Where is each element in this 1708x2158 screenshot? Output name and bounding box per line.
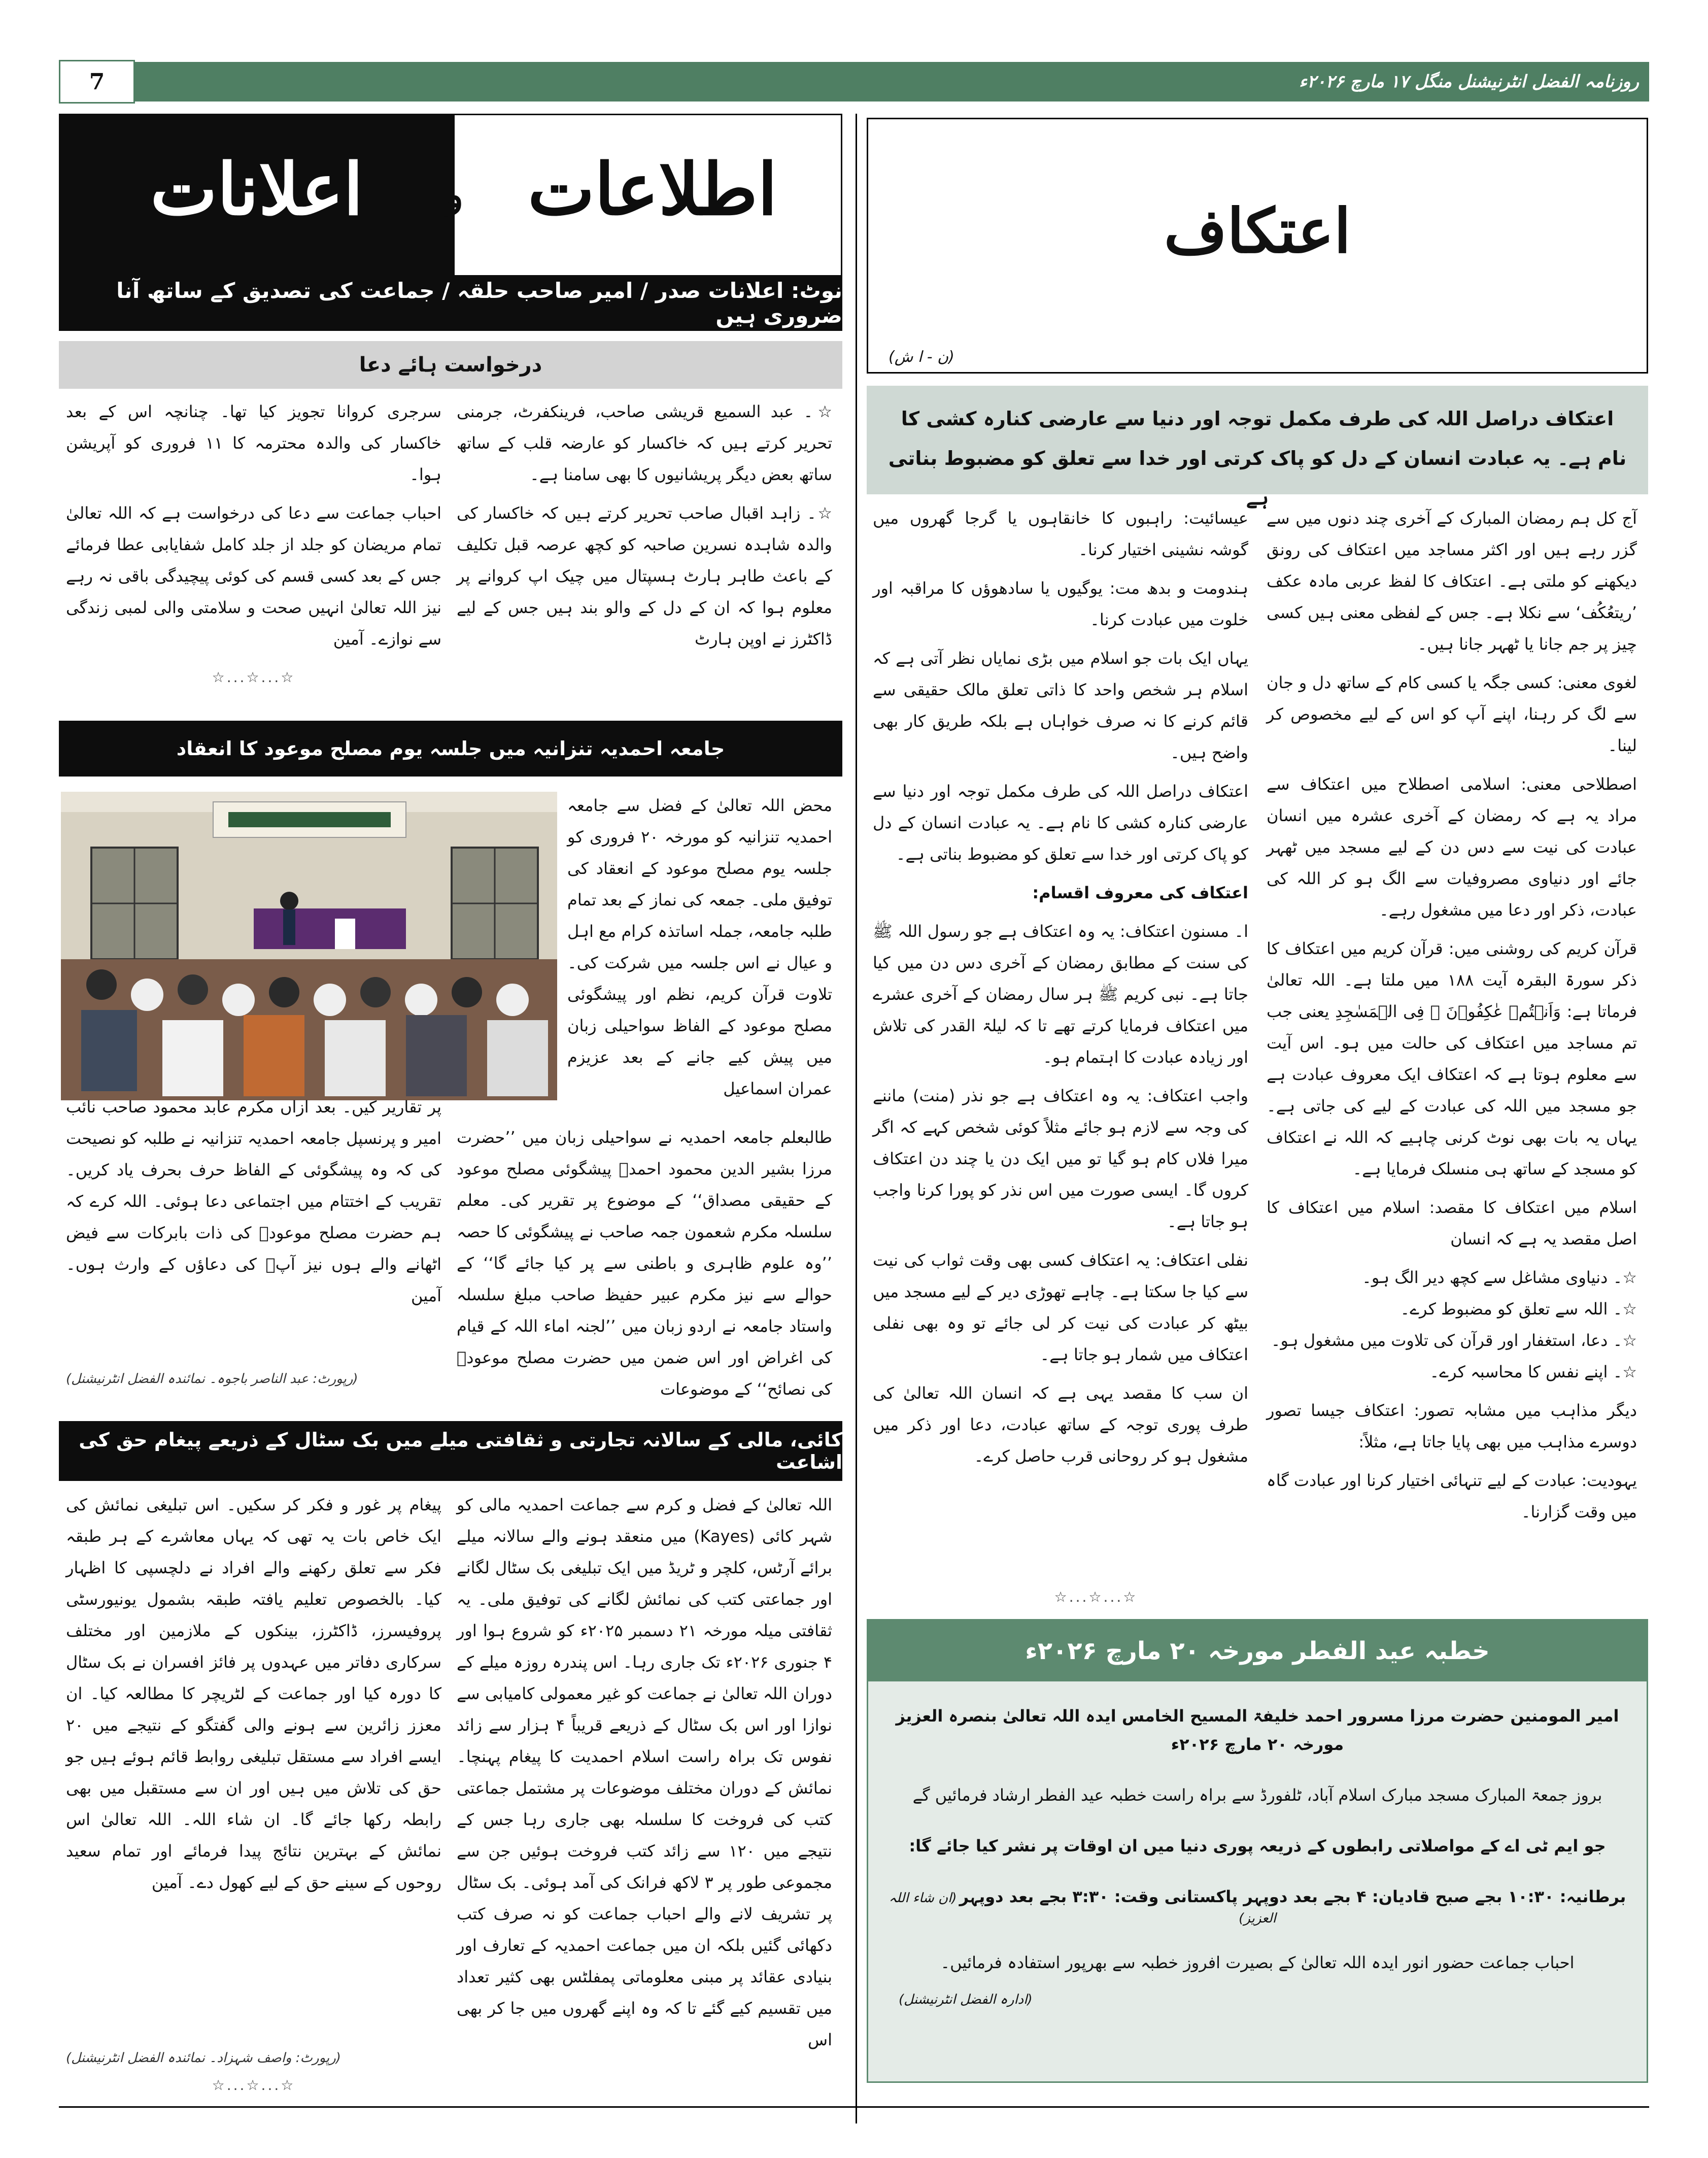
tanzania-heading-bar <box>59 721 842 777</box>
itikaf-para: نفلی اعتکاف: یہ اعتکاف کسی بھی وقت ثواب کی نیت سے کیا جا سکتا ہے۔ چاہے تھوڑی دیر کے لیے مسجد میں بیٹھ کر عبادت کی نیت کر لی جائے تو وہ بھی نفلی اعتکاف میں شمار ہو جاتا ہے۔ <box>873 1251 1248 1364</box>
tanzania-photo <box>61 792 557 1100</box>
tanzania-beside-photo <box>567 790 832 1115</box>
tanzania-heading: جامعہ احمدیہ تنزانیہ میں جلسہ یوم مصلح موعود کا انعقاد <box>176 737 725 760</box>
khutba-box <box>867 1619 1648 2083</box>
itikaf-para: دیگر مذاہب میں مشابہ تصور: اعتکاف جیسا تصور دوسرے مذاہب میں بھی پایا جاتا ہے، مثلاً: <box>1267 1401 1637 1452</box>
announcements-word-left: اعلانات <box>150 148 363 231</box>
itikaf-para: قرآن کریم کی روشنی میں: قرآن کریم میں اعتکاف کا ذکر سورۃ البقرہ آیت ۱۸۸ میں ملتا ہے۔ اللہ تعالیٰ فرماتا ہے: وَاَنۡتُمۡ عٰکِفُوۡنَ ۙ فِی الۡمَسٰجِدِ یعنی جب تم مساجد میں اعتکاف کی حالت میں ہو۔ اس آیت سے معلوم ہوتا ہے کہ اعتکاف ایک معروف عبادت ہے جو مسجد میں اللہ کی عبادت کے لیے کی جاتی ہے۔ یہاں یہ بات بھی نوٹ کرنی چاہیے کہ اللہ نے اعتکاف کو مسجد کے ساتھ ہی منسلک فرمایا ہے۔ <box>1267 939 1637 1178</box>
khutba-line: امیر المومنین حضرت مرزا مسرور احمد خلیفۃ المسیح الخامس ایدہ اللہ تعالیٰ بنصرہ العزیز مورخہ ۲۰ مارچ ۲۰۲۶ء <box>896 1706 1619 1754</box>
mali-report: (رپورٹ: واصف شہزاد۔ نمائندہ الفضل انٹرنیشنل) <box>66 2050 341 2066</box>
itikaf-bullet: ☆۔ دنیاوی مشاغل سے کچھ دیر الگ ہو۔ <box>1362 1268 1637 1287</box>
tanzania-below-left <box>66 1091 441 1355</box>
itikaf-byline: (ن - ا ش) <box>889 348 954 366</box>
tanzania-para: محض اللہ تعالیٰ کے فضل سے جامعہ احمدیہ تنزانیہ کو مورخہ ۲۰ فروری کو جلسہ یوم مصلح موعود کے انعقاد کی توفیق ملی۔ جمعہ کی نماز کے بعد تمام طلبہ جامعہ، جملہ اساتذہ کرام مع اہل و عیال نے اس جلسہ میں شرکت کی۔ تلاوت قرآن کریم، نظم اور پیشگوئی مصلح موعود کے الفاظ سواحیلی زبان میں پیش کیے جانے کے بعد عزیزم عمران اسماعیل <box>567 796 833 1098</box>
khutba-timings-note: (ان شاء اللہ العزیز) <box>889 1891 1276 1926</box>
itikaf-para: لغوی معنی: کسی جگہ یا کسی کام کے ساتھ دل و جان سے لگ کر رہنا، اپنے آپ کو اس کے لیے مخصوص کر لینا۔ <box>1267 673 1637 755</box>
itikaf-intro: اعتکاف دراصل اللہ کی طرف مکمل توجہ اور دنیا سے عارضی کنارہ کشی کا نام ہے۔ یہ عبادت انسان کے دل کو پاک کرتی اور خدا سے تعلق کو مضبوط بناتی ہے <box>888 408 1627 509</box>
itikaf-bullet: ☆۔ اللہ سے تعلق کو مضبوط کرے۔ <box>1400 1299 1637 1319</box>
itikaf-column-2 <box>873 502 1248 1583</box>
column-divider <box>856 114 857 2123</box>
itikaf-para: یہاں ایک بات جو اسلام میں بڑی نمایاں نظر آتی ہے کہ اسلام ہر شخص واحد کا ذاتی تعلق مالک حقیقی سے قائم کرنے کا نہ صرف خواہاں ہے بلکہ طریق کار بھی واضح ہیں۔ <box>873 649 1248 762</box>
khutba-title: خطبہ عید الفطر مورخہ ۲۰ مارچ ۲۰۲۶ء <box>1025 1637 1490 1665</box>
khutba-body <box>868 1681 1647 2007</box>
itikaf-para: اسلام میں اعتکاف کا مقصد: اسلام میں اعتکاف کا اصل مقصد یہ ہے کہ انسان <box>1267 1198 1637 1249</box>
mali-heading: کائی، مالی کے سالانہ تجارتی و ثقافتی میلے میں بک سٹال کے ذریعے پیغام حق کی اشاعت <box>79 1429 842 1473</box>
mali-heading-bar <box>59 1421 842 1481</box>
itikaf-para: واجب اعتکاف: یہ وہ اعتکاف ہے جو نذر (منت) ماننے کی وجہ سے لازم ہو جائے مثلاً کوئی شخص کہے کہ اگر میرا فلاں کام ہو گیا تو میں ایک دن یا چند دن اعتکاف کروں گا۔ ایسی صورت میں اس نذر کو پورا کرنا واجب ہو جاتا ہے۔ <box>873 1086 1248 1231</box>
tanzania-report: (رپورٹ: عبد الناصر باجوہ۔ نمائندہ الفضل انٹرنیشنل) <box>66 1371 358 1387</box>
announcements-note: نوٹ: اعلانات صدر / امیر صاحب حلقہ / جماعت کی تصدیق کے ساتھ آنا ضروری ہیں <box>116 278 842 328</box>
itikaf-para: آج کل ہم رمضان المبارک کے آخری چند دنوں میں سے گزر رہے ہیں اور اکثر مساجد میں اعتکاف کی رونق دیکھنے کو ملتی ہے۔ اعتکاف کا لفظ عربی مادہ عکف ’ریتعُکُف‘ سے نکلا ہے۔ جس کے لفظی معنی ہیں کسی چیز پر جم جانا یا ٹھہر جانا ہیں۔ <box>1267 509 1637 654</box>
prayer-item: ☆۔ عبد السمیع قریشی صاحب، فرینکفرٹ، جرمنی تحریر کرتے ہیں کہ خاکسار کو عارضہ قلب کے ساتھ ساتھ بعض دیگر پریشانیوں کا بھی سامنا ہے۔ <box>457 402 832 484</box>
khutba-timings: برطانیہ: ۱۰:۳۰ بجے صبح قادیان: ۴ بجے بعد دوپہر پاکستانی وقت: ۳:۳۰ بجے بعد دوپہر <box>959 1887 1626 1906</box>
page-number: 7 <box>89 69 105 95</box>
mali-para: اللہ تعالیٰ کے فضل و کرم سے جماعت احمدیہ مالی کو شہر کائی (Kayes) میں منعقد ہونے والے سالانہ میلے برائے آرٹس، کلچر و ٹریڈ میں ایک تبلیغی بک سٹال لگانے اور جماعتی کتب کی نمائش لگانے کی توفیق ملی۔ یہ ثقافتی میلہ مورخہ ۲۱ دسمبر ۲۰۲۵ء کو شروع ہوا اور ۴ جنوری ۲۰۲۶ء تک جاری رہا۔ اس پندرہ روزہ میلے کے دوران اللہ تعالیٰ نے جماعت کو غیر معمولی کامیابی سے نوازا اور اس بک سٹال کے ذریعے قریباً ۴ ہزار سے زائد نفوس تک براہ راست اسلام احمدیت کا پیغام پہنچا۔ نمائش کے دوران مختلف موضوعات پر مشتمل جماعتی کتب کی فروخت کا سلسلہ بھی جاری رہا جس کے نتیجے میں ۱۲۰ سے زائد کتب فروخت ہوئیں جن سے مجموعی طور پر ۳ لاکھ فرانک کی آمد ہوئی۔ بک سٹال پر تشریف لانے والے احباب جماعت کو نہ صرف کتب دکھائی گئیں بلکہ ان میں جماعت احمدیہ کے تعارف اور بنیادی عقائد پر مبنی معلوماتی پمفلٹس بھی کثیر تعداد میں تقسیم کیے گئے تا کہ وہ اپنے گھروں میں جا کر بھی اس <box>457 1495 833 2049</box>
prayer-item: سرجری کروانا تجویز کیا تھا۔ چنانچہ اس کے بعد خاکسار کی والدہ محترمہ کا ۱۱ فروری کو آپریشن ہوا۔ <box>66 402 442 484</box>
itikaf-para: ہندومت و بدھ مت: یوگیوں یا سادھوؤں کا مراقبہ اور خلوت میں عبادت کرنا۔ <box>873 579 1248 629</box>
itikaf-para: عیسائیت: راہبوں کا خانقاہوں یا گرجا گھروں میں گوشہ نشینی اختیار کرنا۔ <box>873 509 1248 559</box>
tanzania-para: پر تقاریر کیں۔ بعد ازاں مکرم عابد محمود صاحب نائب امیر و پرنسپل جامعہ احمدیہ تنزانیہ نے طلبہ کو نصیحت کی کہ وہ پیشگوئی کے الفاظ حرف بحرف یاد کریں۔ تقریب کے اختتام میں اجتماعی دعا ہوئی۔ اللہ کرے کہ ہم حضرت مصلح موعودؓ کی ذات بابرکات سے فیض اٹھانے والے ہوں نیز آپؓ کی دعاؤں کے وارث ہوں۔ آمین <box>66 1097 441 1305</box>
itikaf-bullet: ☆۔ اپنے نفس کا محاسبہ کرے۔ <box>1429 1362 1637 1381</box>
announcements-note-bar <box>59 275 842 331</box>
itikaf-subheading: اعتکاف کی معروف اقسام: <box>1032 883 1248 902</box>
prayers-column-left <box>66 396 441 660</box>
announcements-word-conj: و <box>446 174 463 216</box>
masthead-title: روزنامہ الفضل انٹرنیشنل منگل ۱۷ مارچ ۲۰۲۶ء <box>1299 72 1639 92</box>
mali-end-marker: ☆...☆...☆ <box>212 2077 296 2094</box>
prayer-item: ☆۔ زاہد اقبال صاحب تحریر کرتے ہیں کہ خاکسار کی والدہ شاہدہ نسرین صاحبہ کو کچھ عرصہ قبل تکلیف کے باعث طاہر ہارٹ ہسپتال میں چیک اپ کروانے پر معلوم ہوا کہ ان کے دل کے والو بند ہیں جس کے لیے ڈاکٹرز نے اوپن ہارٹ <box>457 503 833 649</box>
itikaf-para: اصطلاحی معنی: اسلامی اصطلاح میں اعتکاف سے مراد یہ ہے کہ رمضان کے آخری عشرہ میں انسان عبادت کی نیت سے دس دن کے لیے مسجد میں ٹھہر جائے اور دنیاوی مصروفیات سے الگ ہو کر اللہ کی عبادت، ذکر اور دعا میں مشغول رہے۔ <box>1267 774 1637 920</box>
itikaf-para: ان سب کا مقصد یہی ہے کہ انسان اللہ تعالیٰ کی طرف پوری توجہ کے ساتھ عبادت، دعا اور ذکر میں مشغول ہو کر روحانی قرب حاصل کرے۔ <box>873 1384 1248 1466</box>
page-number-box <box>59 60 135 104</box>
khutba-closing: احباب جماعت حضور انور ایدہ اللہ تعالیٰ کے بصیرت افروز خطبہ سے بھرپور استفادہ فرمائیں۔ <box>940 1953 1575 1972</box>
khutba-header <box>868 1621 1647 1681</box>
tanzania-photo-illustration <box>61 792 557 1100</box>
announcements-word-right: اطلاعات <box>528 148 777 231</box>
prayers-end-marker: ☆...☆...☆ <box>212 669 296 686</box>
khutba-signature: (ادارہ الفضل انٹرنیشنل) <box>899 1992 1033 2007</box>
khutba-line: بروز جمعۃ المبارک مسجد مبارک اسلام آباد، ٹلفورڈ سے براہ راست خطبہ عید الفطر ارشاد فرمائیں گے <box>912 1785 1602 1805</box>
prayer-item: احباب جماعت سے دعا کی درخواست ہے کہ اللہ تعالیٰ تمام مریضان کو جلد از جلد کامل شفایابی عطا فرمائے جس کے بعد کسی قسم کی کوئی پیچیدگی باقی نہ رہے نیز اللہ تعالیٰ انہیں صحت و سلامتی والی لمبی زندگی سے نوازے۔ آمین <box>66 503 441 649</box>
tanzania-para: طالبعلم جامعہ احمدیہ نے سواحیلی زبان میں ’’حضرت مرزا بشیر الدین محمود احمدؓ پیشگوئی مصلح موعود کے حقیقی مصداق‘‘ کے موضوع پر تقریر کی۔ معلم سلسلہ مکرم شعمون جمہ صاحب نے پیشگوئی کا حصہ ’’وہ علوم ظاہری و باطنی سے پر کیا جائے گا‘‘ کے حوالے سے نیز مکرم عبیر حفیظ صاحب مبلغ سلسلہ واستاد جامعہ نے اردو زبان میں ’’لجنہ اماء اللہ کے قیام کی اغراض اور اس ضمن میں حضرت مصلح موعودؓ کی نصائح‘‘ کے موضوعات <box>457 1128 832 1399</box>
itikaf-end-marker: ☆...☆...☆ <box>1054 1589 1138 1605</box>
announcements-header <box>59 114 842 331</box>
tanzania-below-right <box>457 1122 832 1399</box>
itikaf-title: اعتکاف <box>1164 195 1351 267</box>
khutba-line: جو ایم ٹی اے کے مواصلاتی رابطوں کے ذریعہ پوری دنیا میں ان اوقات پر نشر کیا جائے گا: <box>909 1836 1606 1856</box>
itikaf-title-box <box>867 118 1648 374</box>
mali-para: پیغام پر غور و فکر کر سکیں۔ اس تبلیغی نمائش کی ایک خاص بات یہ تھی کہ یہاں معاشرے کے ہر طبقہ فکر سے تعلق رکھنے والے افراد نے دلچسپی کا اظہار کیا۔ بالخصوص تعلیم یافتہ طبقہ بشمول یونیورسٹی پروفیسرز، ڈاکٹرز، بینکوں کے ملازمین اور مختلف سرکاری دفاتر میں عہدوں پر فائز افسران نے بک سٹال کا دورہ کیا اور جماعت کے لٹریچر کا مطالعہ کیا۔ ان معزز زائرین سے ہونے والی گفتگو کے نتیجے میں ۲۰ ایسے افراد سے مستقل تبلیغی روابط قائم ہوئے ہیں جو حق کی تلاش میں ہیں اور ان سے مستقبل میں بھی رابطہ رکھا جائے گا۔ ان شاء اللہ۔ اللہ تعالیٰ اس نمائش کے بہترین نتائج پیدا فرمائے اور تمام سعید روحوں کے سینے حق کے لیے کھول دے۔ آمین <box>66 1495 441 1892</box>
prayers-heading-bar <box>59 341 842 389</box>
mali-column-right <box>457 1489 832 2098</box>
prayers-column-right <box>457 396 832 680</box>
prayers-heading: درخواست ہائے دعا <box>359 353 542 377</box>
itikaf-intro-box <box>867 386 1648 509</box>
bottom-rule <box>59 2106 1649 2108</box>
itikaf-para: اعتکاف دراصل اللہ کی طرف مکمل توجہ اور دنیا سے عارضی کنارہ کشی کا نام ہے۔ یہ عبادت انسان کے دل کو پاک کرتی اور خدا سے تعلق کو مضبوط بناتی ہے۔ <box>873 782 1248 864</box>
itikaf-para: یہودیت: عبادت کے لیے تنہائی اختیار کرنا اور عبادت گاہ میں وقت گزارنا۔ <box>1267 1471 1637 1522</box>
itikaf-bullet: ☆۔ دعا، استغفار اور قرآن کی تلاوت میں مشغول ہو۔ <box>1271 1331 1637 1350</box>
itikaf-column-1 <box>1267 502 1637 1619</box>
itikaf-para: ا۔ مسنون اعتکاف: یہ وہ اعتکاف ہے جو رسول اللہ ﷺ کی سنت کے مطابق رمضان کے آخری دس دن میں کیا جاتا ہے۔ نبی کریم ﷺ ہر سال رمضان کے آخری عشرے میں اعتکاف فرمایا کرتے تھے تا کہ لیلۃ القدر کی تلاش اور زیادہ عبادت کا اہتمام ہو۔ <box>873 922 1248 1067</box>
mali-column-left <box>66 1489 441 2042</box>
